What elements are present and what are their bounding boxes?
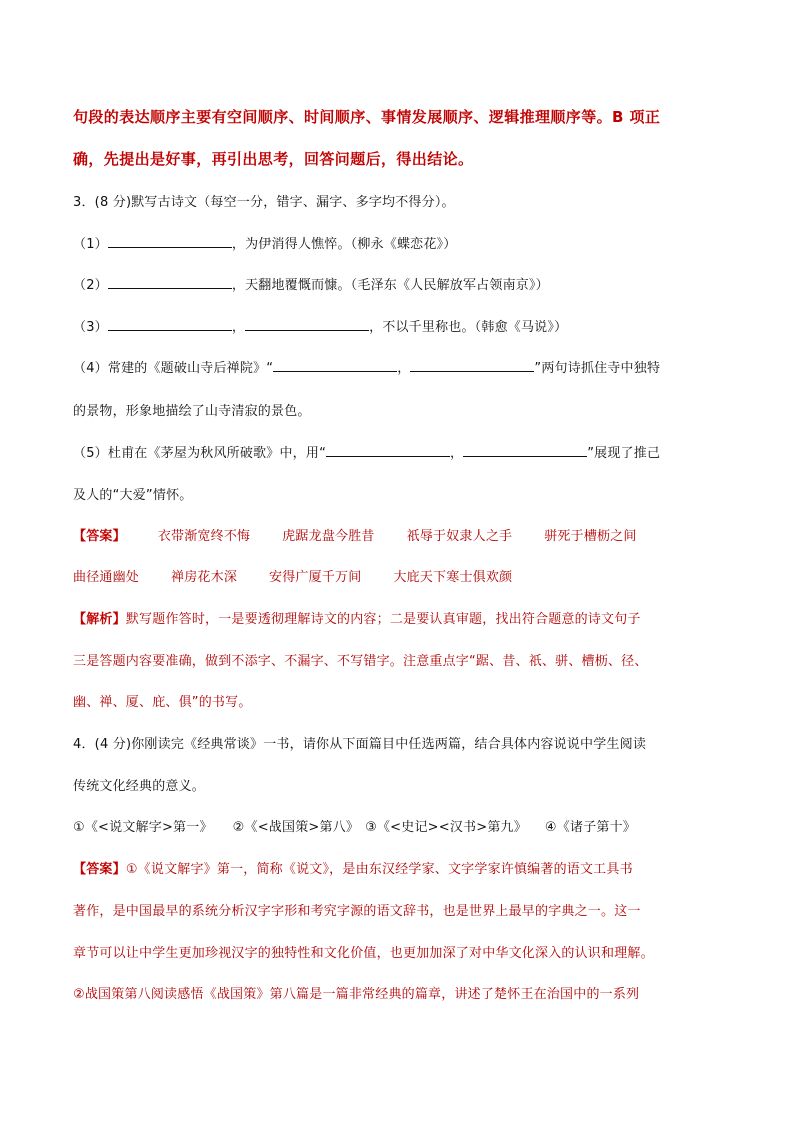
q3-analysis-line-2: 三是答题内容要准确，做到不添字、不漏字、不写错字。注意重点字“踞、昔、祇、骈、槽枥、径、 xyxy=(73,654,648,669)
q4-option-1: ①《<说文解字>第一》 xyxy=(73,820,213,835)
q3-answer-5: 曲径通幽处 xyxy=(73,570,140,585)
q3-item-5-text: ”展现了推己 xyxy=(587,446,661,461)
q4-answer-line-1 xyxy=(73,858,633,877)
q3-answer-row-2 xyxy=(73,566,512,585)
q3-answer-4: 骈死于槽枥之间 xyxy=(544,529,637,544)
q3-answer-7: 安得广厦千万间 xyxy=(269,570,362,585)
q3-item-5 xyxy=(73,442,660,461)
q3-item-4-num: （4） xyxy=(73,361,108,376)
q3-answer-tag: 【答案】 xyxy=(73,529,126,544)
q3-answer-2: 虎踞龙盘今胜昔 xyxy=(282,529,375,544)
q4-answer-text-1: ①《说文解字》第一，简称《说文》，是由东汉经学家、文字学家许慎编著的语文工具书 xyxy=(125,862,633,877)
q3-item-5-mid: ， xyxy=(450,446,464,461)
q3-item-3-blank-2[interactable] xyxy=(245,318,369,331)
q3-item-4-blank-2[interactable] xyxy=(410,359,534,372)
q3-item-5-num: （5） xyxy=(73,446,108,461)
q3-item-3-text: ，不以千里称也。（韩愈《马说》） xyxy=(369,320,568,335)
q4-answer-line-4: ②战国策第八阅读感悟《战国策》第八篇是一篇非常经典的篇章，讲述了楚怀王在治国中的一系列 xyxy=(73,987,640,1002)
q3-analysis-line-1 xyxy=(73,608,641,627)
q3-item-5-blank-2[interactable] xyxy=(463,444,587,457)
q4-options xyxy=(73,816,636,835)
q4-answer-line-2: 著作，是中国最早的系统分析汉字字形和考究字源的语文辞书，也是世界上最早的字典之一。这一 xyxy=(73,904,641,919)
q4-header-line-1: 4．(4 分)你刚读完《经典常谈》一书，请你从下面篇目中任选两篇，结合具体内容说说中学生阅读 xyxy=(73,737,647,752)
intro-line-2: 确，先提出是好事，再引出思考，回答问题后，得出结论。 xyxy=(73,150,474,168)
q3-item-3-mid: ， xyxy=(231,320,246,335)
q3-analysis-line-3: 幽、禅、厦、庇、俱”的书写。 xyxy=(73,695,252,710)
q3-analysis-text-1: 默写题作答时，一是要透彻理解诗文的内容；二是要认真审题，找出符合题意的诗文句子 xyxy=(125,612,641,627)
q3-item-4-text: ”两句诗抓住寺中独特 xyxy=(534,361,661,376)
q3-item-3-num: （3） xyxy=(73,320,108,335)
q3-item-4-cont: 的景物，形象地描绘了山寺清寂的景色。 xyxy=(73,404,311,419)
q3-item-4 xyxy=(73,357,660,376)
q3-item-4-mid: ， xyxy=(397,361,411,376)
q3-item-1 xyxy=(73,233,456,252)
q3-answer-3: 祇辱于奴隶人之手 xyxy=(406,529,513,544)
q3-item-1-num: （1） xyxy=(73,237,108,252)
q3-answer-row-1 xyxy=(73,525,637,544)
q3-item-5-blank-1[interactable] xyxy=(326,444,450,457)
intro-line-1: 句段的表达顺序主要有空间顺序、时间顺序、事情发展顺序、逻辑推理顺序等。B 项正 xyxy=(73,108,661,126)
q3-answer-1: 衣带渐宽终不悔 xyxy=(157,529,251,544)
q3-analysis-tag: 【解析】 xyxy=(73,612,126,627)
q4-option-4: ④《诸子第十》 xyxy=(544,820,636,835)
q4-option-2: ②《<战国策>第八》 xyxy=(232,820,360,835)
q3-item-2 xyxy=(73,274,549,293)
q3-item-2-num: （2） xyxy=(73,278,108,293)
q3-item-4-blank-1[interactable] xyxy=(273,359,397,372)
q3-answer-8: 大庇天下寒士俱欢颜 xyxy=(393,570,513,585)
q4-option-3: ③《<史记><汉书>第九》 xyxy=(365,820,527,835)
q3-item-5-pre: 杜甫在《茅屋为秋风所破歌》中，用“ xyxy=(107,446,327,461)
q3-item-3 xyxy=(73,316,567,335)
q3-item-4-pre: 常建的《题破山寺后禅院》“ xyxy=(107,361,274,376)
q3-header: 3．(8 分)默写古诗文（每空一分，错字、漏字、多字均不得分）。 xyxy=(73,195,455,210)
q3-answer-6: 禅房花木深 xyxy=(171,570,238,585)
q3-item-3-blank-1[interactable] xyxy=(108,318,232,331)
q4-answer-line-3: 章节可以让中学生更加珍视汉字的独特性和文化价值，也更加加深了对中华文化深入的认识和理解。 xyxy=(73,946,654,961)
q3-item-2-blank[interactable] xyxy=(108,276,232,289)
q4-answer-tag: 【答案】 xyxy=(73,862,126,877)
q3-item-1-blank[interactable] xyxy=(108,235,232,248)
q3-item-1-text: ，为伊消得人憔悴。（柳永《蝶恋花》） xyxy=(231,237,457,252)
q3-item-2-text: ，天翻地覆慨而慷。（毛泽东《人民解放军占领南京》） xyxy=(231,278,549,293)
q3-item-5-cont: 及人的“大爱”情怀。 xyxy=(73,488,193,503)
q4-header-line-2: 传统文化经典的意义。 xyxy=(73,779,206,794)
